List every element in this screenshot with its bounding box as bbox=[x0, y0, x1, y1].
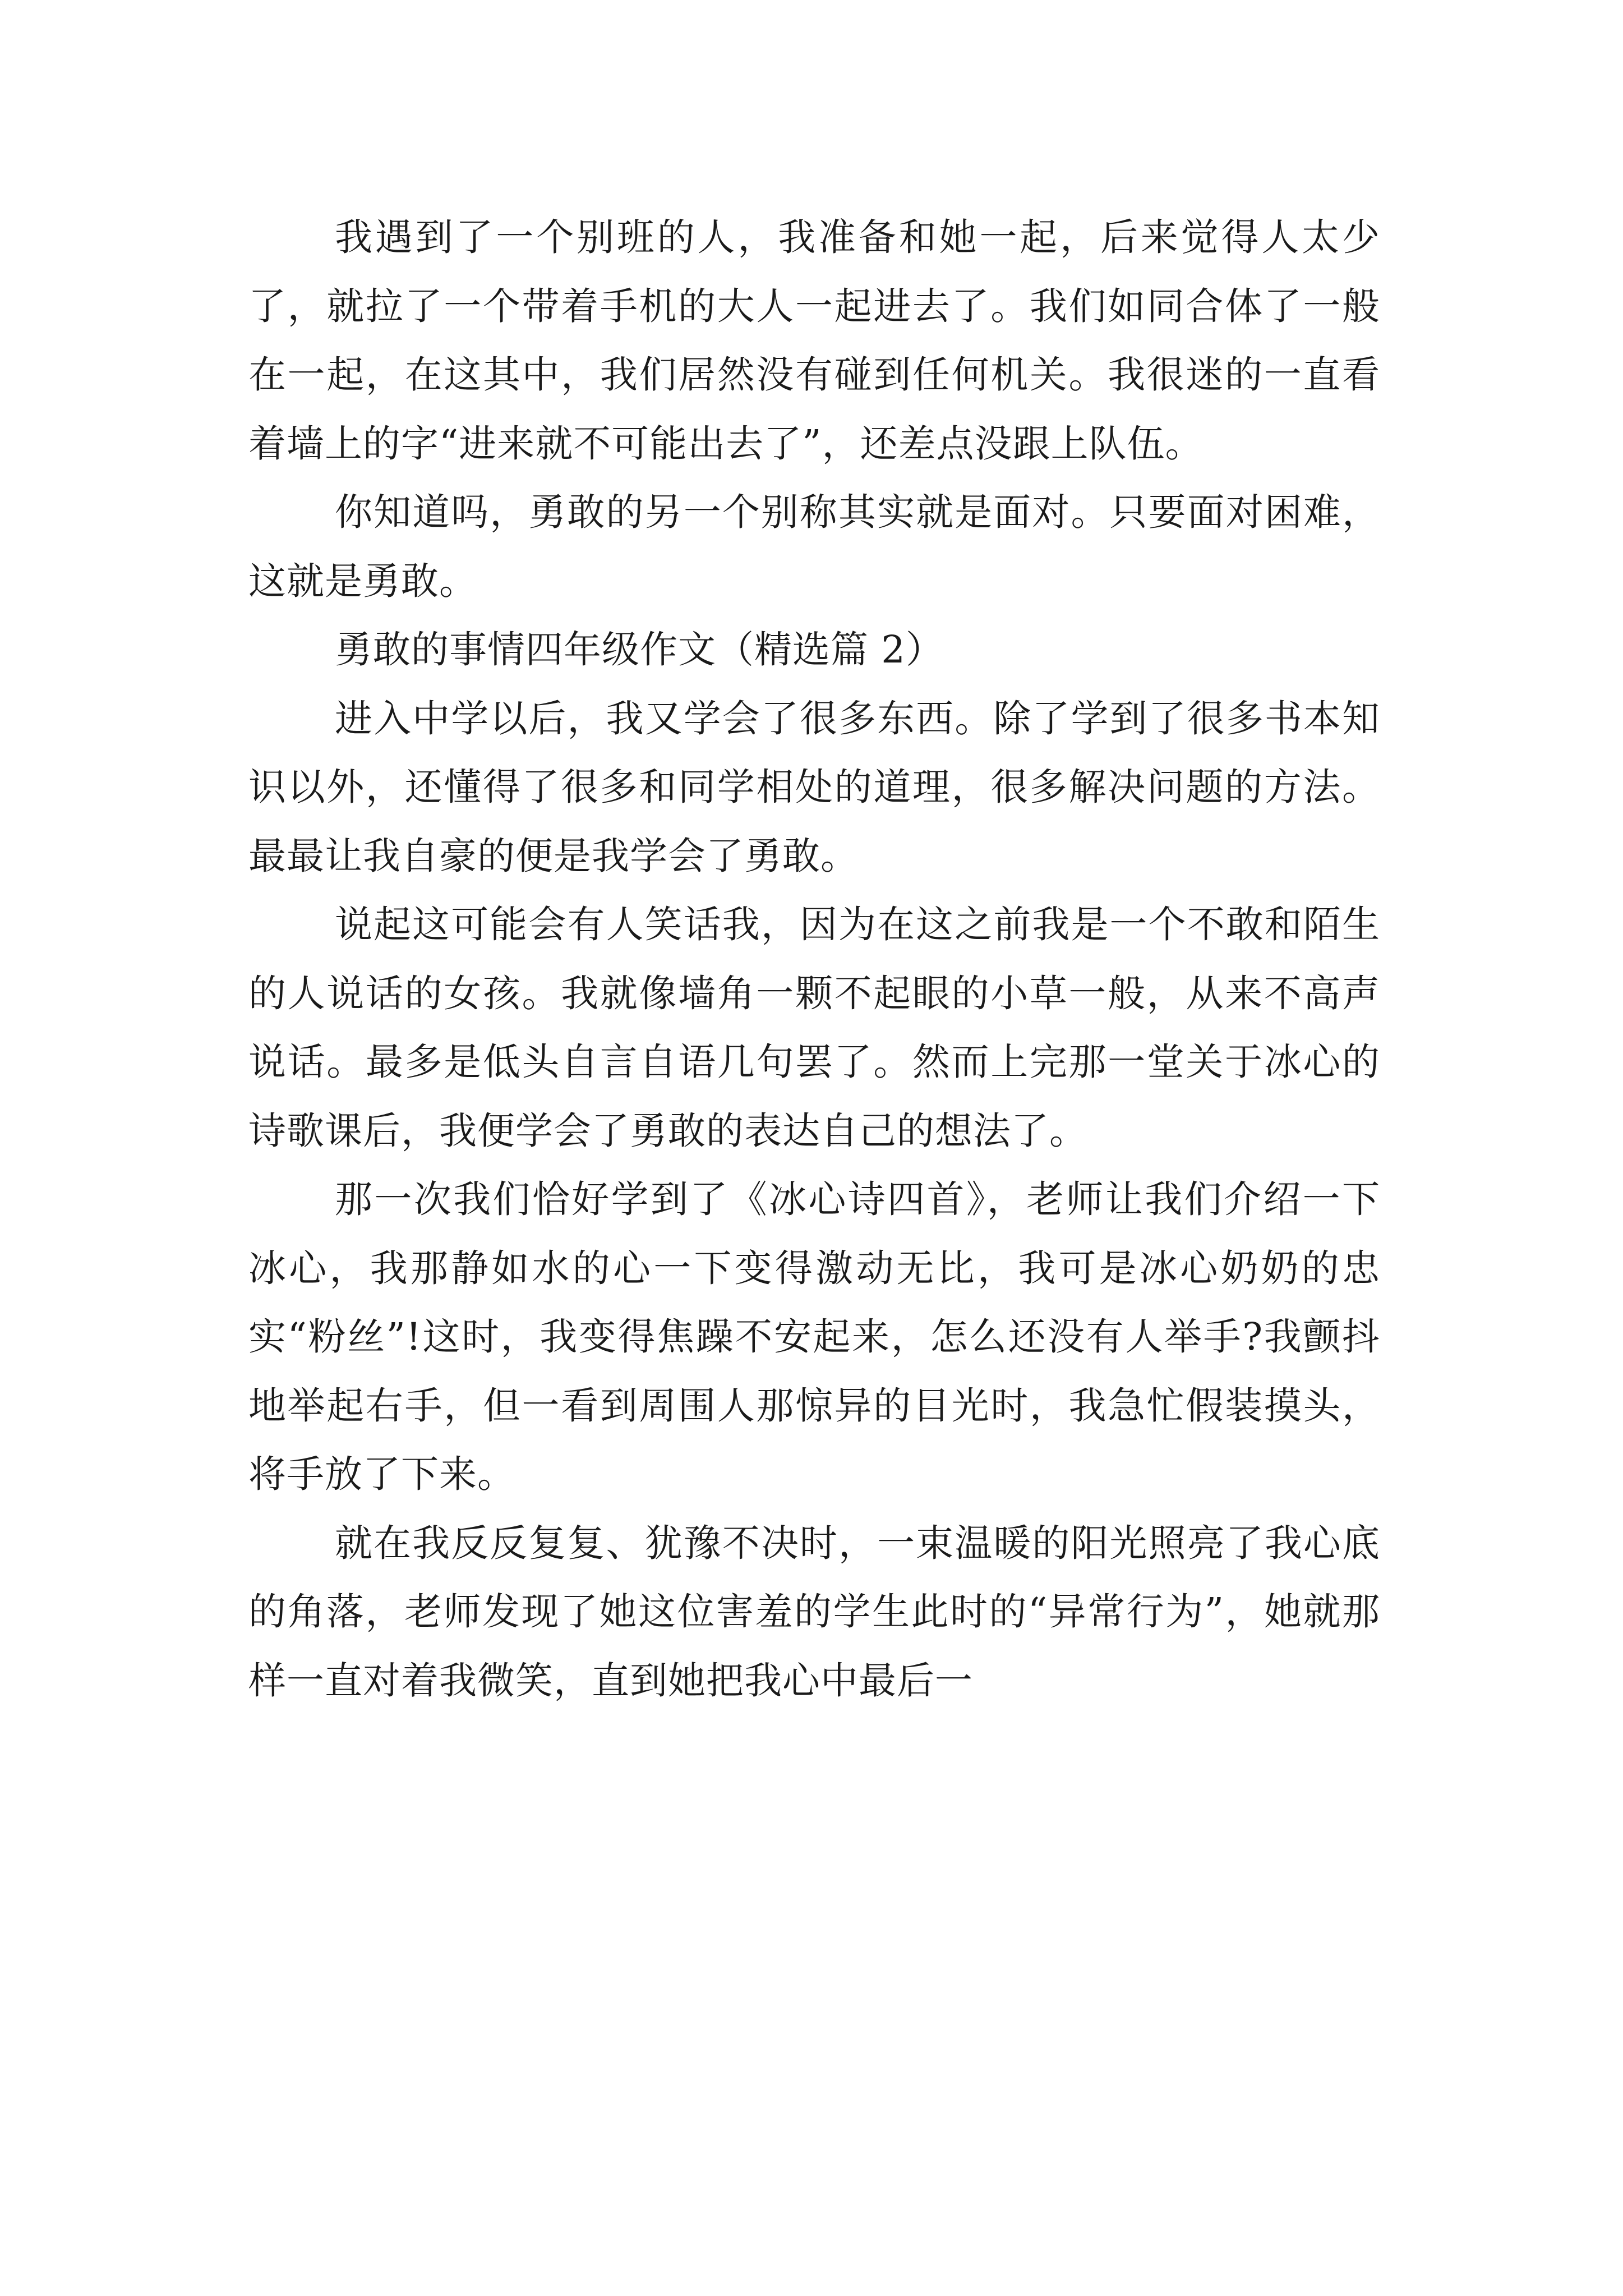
paragraph-bingxin-lesson: 那一次我们恰好学到了《冰心诗四首》，老师让我们介绍一下冰心，我那静如水的心一下变得激动无比，我可是冰心奶奶的忠实“粉丝”!这时，我变得焦躁不安起来，怎么还没有人举手?我颤抖地举起右手，但一看到周围人那惊异的目光时，我急忙假装摸头，将手放了下来。 bbox=[248, 1177, 1380, 1496]
paragraph-courage-definition: 你知道吗，勇敢的另一个别称其实就是面对。只要面对困难，这就是勇敢。 bbox=[248, 490, 1380, 603]
paragraph-shy-girl: 说起这可能会有人笑话我，因为在这之前我是一个不敢和陌生的人说话的女孩。我就像墙角一颗不起眼的小草一般，从来不高声说话。最多是低头自言自语几句罢了。然而上完那一堂关于冰心的诗歌课后，我便学会了勇敢的表达自己的想法了。 bbox=[248, 903, 1380, 1153]
paragraph-maze-story: 我遇到了一个别班的人，我准备和她一起，后来觉得人太少了，就拉了一个带着手机的大人一起进去了。我们如同合体了一般在一起，在这其中，我们居然没有碰到任何机关。我很迷的一直看着墙上的字“进来就不可能出去了”，还差点没跟上队伍。 bbox=[248, 215, 1380, 466]
document-body bbox=[248, 203, 1380, 1715]
paragraph-teacher-smile: 就在我反反复复、犹豫不决时，一束温暖的阳光照亮了我心底的角落，老师发现了她这位害羞的学生此时的“异常行为”，她就那样一直对着我微笑，直到她把我心中最后一 bbox=[248, 1521, 1380, 1703]
essay-section-heading: 勇敢的事情四年级作文（精选篇 2） bbox=[335, 628, 944, 671]
paragraph-middle-school: 进入中学以后，我又学会了很多东西。除了学到了很多书本知识以外，还懂得了很多和同学相处的道理，很多解决问题的方法。最最让我自豪的便是我学会了勇敢。 bbox=[248, 696, 1380, 878]
